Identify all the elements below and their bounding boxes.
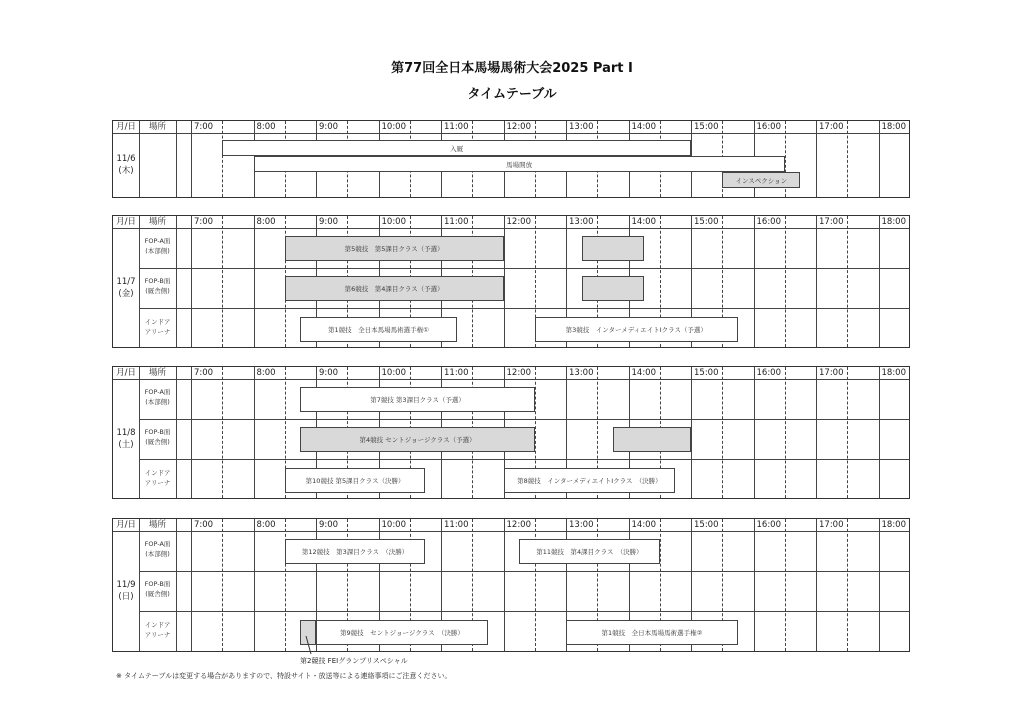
hour-label-800: 8:00 [256, 368, 276, 378]
hour-label-1600: 16:00 [756, 368, 781, 378]
hour-label-700: 7:00 [194, 520, 214, 530]
event-bar-fop-a-2 [582, 236, 645, 261]
hour-label-700: 7:00 [194, 368, 214, 378]
hour-label-1300: 13:00 [569, 368, 594, 378]
date-cell [113, 427, 139, 451]
hour-label-900: 9:00 [319, 520, 339, 530]
event-bar-inspection: インスペクション [722, 172, 800, 188]
hour-label-1300: 13:00 [569, 122, 594, 132]
hour-label-700: 7:00 [194, 122, 214, 132]
venue-side: (厩舎側) [145, 438, 170, 446]
hour-label-1700: 17:00 [819, 368, 844, 378]
timetable-day-11-8 [112, 366, 910, 499]
event-bar-fop-b-1: 第4競技 セントジョージクラス（予選） [300, 427, 534, 452]
hour-label-1200: 12:00 [506, 217, 531, 227]
hour-label-1700: 17:00 [819, 122, 844, 132]
hour-label-1800: 18:00 [881, 122, 906, 132]
hour-label-1700: 17:00 [819, 217, 844, 227]
header-date: 月/日 [116, 520, 136, 530]
hour-label-1500: 15:00 [694, 217, 719, 227]
event-bar-fop-a-2: 第11競技 第4課目クラス （決勝） [519, 539, 660, 564]
timetable-day-11-7 [112, 215, 910, 348]
document-title: 第77回全日本馬場馬術大会2025 Part Ⅰ [391, 61, 633, 76]
hour-label-1500: 15:00 [694, 122, 719, 132]
header-place: 場所 [148, 217, 166, 227]
venue-side: アリーナ [144, 328, 171, 336]
date-label: 11/9 [116, 580, 136, 590]
footnote: ※ タイムテーブルは変更する場合がありますので、特設サイト・放送等による連絡事項にご注意ください。 [116, 672, 452, 680]
header-place: 場所 [148, 122, 166, 132]
hour-label-1700: 17:00 [819, 520, 844, 530]
document-subtitle: タイムテーブル [467, 87, 557, 102]
venue-fop-a [139, 387, 176, 407]
header-date: 月/日 [116, 368, 136, 378]
venue-name: FOP-B面 [144, 277, 171, 285]
header-place: 場所 [148, 520, 166, 530]
event-bar-arrival: 入厩 [222, 140, 691, 156]
event-bar-indoor-2: 第3競技 インターメディエイトⅠクラス（予選） [535, 317, 738, 342]
date-cell [113, 153, 139, 177]
date-label: 11/6 [116, 154, 136, 164]
hour-label-1800: 18:00 [881, 217, 906, 227]
event-bar-arena-open: 馬場開放 [254, 156, 785, 172]
hour-label-1100: 11:00 [444, 368, 469, 378]
hour-label-1300: 13:00 [569, 217, 594, 227]
event-bar-fop-a-1: 第7競技 第3課目クラス（予選） [300, 387, 534, 412]
hour-label-1400: 14:00 [631, 122, 656, 132]
venue-side: (厩舎側) [145, 287, 170, 295]
date-label: 11/8 [116, 428, 136, 438]
hour-label-800: 8:00 [256, 217, 276, 227]
hour-label-700: 7:00 [194, 217, 214, 227]
venue-side: アリーナ [144, 631, 171, 639]
venue-side: アリーナ [144, 479, 171, 487]
hour-label-1400: 14:00 [631, 368, 656, 378]
venue-name: FOP-A面 [144, 388, 171, 396]
event-bar-indoor-3: 第1競技 全日本馬場馬術選手権② [566, 620, 738, 645]
venue-name: インドア [144, 621, 171, 629]
venue-name: FOP-B面 [144, 580, 171, 588]
callout-label: 第2競技 FEIグランプリスペシャル [300, 657, 408, 665]
venue-fop-b [139, 579, 176, 599]
weekday-label: (金) [118, 289, 134, 299]
date-cell [113, 276, 139, 300]
hour-label-900: 9:00 [319, 122, 339, 132]
hour-label-900: 9:00 [319, 368, 339, 378]
hour-label-1100: 11:00 [444, 217, 469, 227]
weekday-label: (木) [118, 166, 134, 176]
hour-label-1600: 16:00 [756, 122, 781, 132]
venue-name: インドア [144, 318, 171, 326]
hour-label-1200: 12:00 [506, 122, 531, 132]
event-bar-indoor-1: 第1競技 全日本馬場馬術選手権① [300, 317, 456, 342]
hour-label-1100: 11:00 [444, 520, 469, 530]
venue-name: FOP-A面 [144, 540, 171, 548]
weekday-label: (日) [118, 592, 134, 602]
hour-label-800: 8:00 [256, 520, 276, 530]
hour-label-1500: 15:00 [694, 520, 719, 530]
venue-name: FOP-A面 [144, 237, 171, 245]
hour-label-1600: 16:00 [756, 520, 781, 530]
hour-label-1100: 11:00 [444, 122, 469, 132]
event-bar-fop-a-1: 第12競技 第3課目クラス （決勝） [285, 539, 426, 564]
venue-indoor-arena [139, 620, 176, 640]
hour-label-1400: 14:00 [631, 217, 656, 227]
header-place: 場所 [148, 368, 166, 378]
timetable-day-11-9 [112, 518, 910, 652]
venue-side: (本部側) [145, 247, 170, 255]
event-bar-indoor-1 [300, 620, 316, 645]
event-bar-fop-b-2 [582, 276, 645, 301]
hour-label-1000: 10:00 [381, 122, 406, 132]
hour-label-1200: 12:00 [506, 368, 531, 378]
venue-indoor-arena [139, 468, 176, 488]
event-bar-fop-b-2 [613, 427, 691, 452]
event-bar-fop-b-1: 第6競技 第4課目クラス（予選） [285, 276, 504, 301]
hour-label-800: 8:00 [256, 122, 276, 132]
timetable-day-11-6 [112, 120, 910, 198]
weekday-label: (土) [118, 440, 134, 450]
event-bar-indoor-2: 第9競技 セントジョージクラス （決勝） [316, 620, 488, 645]
hour-label-1800: 18:00 [881, 520, 906, 530]
hour-label-1000: 10:00 [381, 368, 406, 378]
hour-label-1400: 14:00 [631, 520, 656, 530]
venue-fop-a [139, 236, 176, 256]
venue-fop-a [139, 539, 176, 559]
venue-name: FOP-B面 [144, 428, 171, 436]
date-cell [113, 579, 139, 603]
venue-side: (本部側) [145, 398, 170, 406]
event-bar-fop-a-1: 第5競技 第5課目クラス（予選） [285, 236, 504, 261]
header-date: 月/日 [116, 122, 136, 132]
event-bar-indoor-2: 第8競技 インターメディエイトⅠクラス （決勝） [504, 468, 676, 493]
hour-label-1500: 15:00 [694, 368, 719, 378]
venue-side: (厩舎側) [145, 590, 170, 598]
hour-label-900: 9:00 [319, 217, 339, 227]
venue-fop-b [139, 427, 176, 447]
venue-name: インドア [144, 469, 171, 477]
header-date: 月/日 [116, 217, 136, 227]
hour-label-1600: 16:00 [756, 217, 781, 227]
hour-label-1000: 10:00 [381, 520, 406, 530]
event-bar-indoor-1: 第10競技 第5課目クラス（決勝） [285, 468, 426, 493]
hour-label-1200: 12:00 [506, 520, 531, 530]
venue-indoor-arena [139, 317, 176, 337]
venue-side: (本部側) [145, 550, 170, 558]
hour-label-1800: 18:00 [881, 368, 906, 378]
hour-label-1300: 13:00 [569, 520, 594, 530]
hour-label-1000: 10:00 [381, 217, 406, 227]
date-label: 11/7 [116, 277, 136, 287]
venue-fop-b [139, 276, 176, 296]
